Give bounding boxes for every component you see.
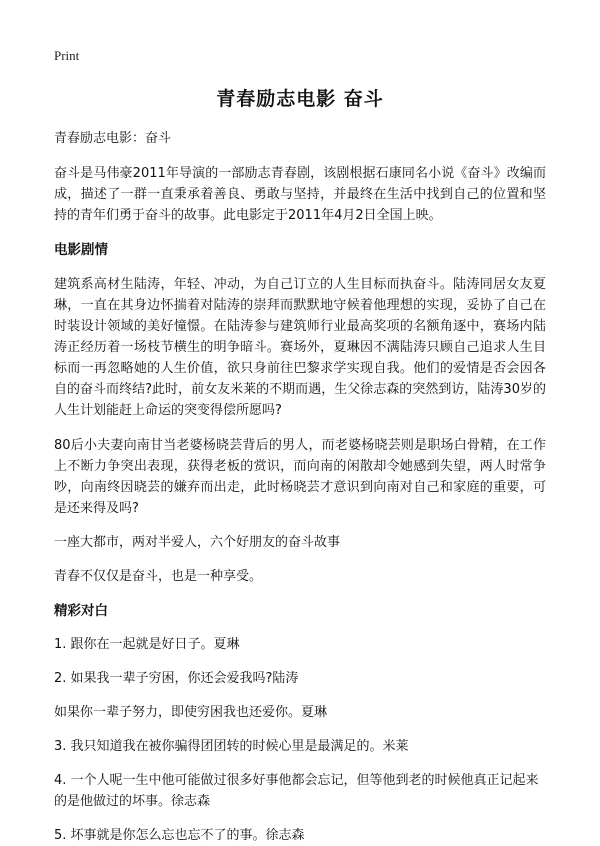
plot-paragraph: 青春不仅仅是奋斗，也是一种享受。: [54, 569, 263, 584]
dialogue-heading: 精彩对白: [54, 603, 108, 619]
plot-paragraph: 80后小夫妻向南甘当老婆杨晓芸背后的男人，而老婆杨晓芸则是职场白骨精，在工作上不断力争突出表现，获得老板的赏识，而向南的闲散却令她感到失望，两人时常争吵，向南终因晓芸的嫌弃而出走，此时杨晓芸才意识到向南对自己和家庭的重要，可是还来得及吗?: [54, 438, 546, 516]
intro-paragraph: 奋斗是马伟豪2011年导演的一部励志青春剧，该剧根据石康同名小说《奋斗》改编而成，描述了一群一直秉承着善良、勇敢与坚持，并最终在生活中找到自己的位置和坚持的青年们勇于奋斗的故事。此电影定于2011年4月2日全国上映。: [54, 166, 546, 223]
plot-heading: 电影剧情: [54, 242, 108, 258]
page-title: 青春励志电影 奋斗: [216, 88, 384, 110]
dialogue-line: 2. 如果我一辈子穷困，你还会爱我吗?陆涛: [54, 671, 299, 686]
plot-paragraph: 一座大都市，两对半爱人，六个好朋友的奋斗故事: [54, 535, 341, 550]
dialogue-line: 3. 我只知道我在被你骗得团团转的时候心里是最满足的。米莱: [54, 739, 409, 754]
dialogue-line: 1. 跟你在一起就是好日子。夏琳: [54, 637, 240, 652]
dialogue-line: 5. 坏事就是你怎么忘也忘不了的事。徐志森: [54, 828, 305, 843]
plot-paragraph: 建筑系高材生陆涛，年轻、冲动，为自己订立的人生目标而执奋斗。陆涛同居女友夏琳，一直在其身边怀揣着对陆涛的崇拜而默默地守候着他理想的实现，妥协了自己在时装设计领域的美好憧憬。在陆涛参与建筑师行业最高奖项的名额角逐中，赛场内陆涛正经历着一场枝节横生的明争暗斗。赛场外，夏琳因不满陆涛只顾自己追求人生目标而一再忽略她的人生价值，欲只身前往巴黎求学实现自我。他们的爱情是否会因各自的奋斗而终结?此时，前女友米莱的不期而遇，生父徐志森的突然到访，陆涛30岁的人生计划能赶上命运的突变得偿所愿吗?: [54, 277, 546, 418]
article-subtitle: 青春励志电影：奋斗: [54, 131, 172, 146]
print-link[interactable]: Print: [54, 48, 80, 63]
dialogue-list: [54, 634, 546, 846]
dialogue-line: 如果你一辈子努力，即使穷困我也还爱你。夏琳: [54, 705, 328, 720]
dialogue-line: 4. 一个人呢一生中他可能做过很多好事他都会忘记，但等他到老的时候他真正记起来的是他做过的坏事。徐志森: [54, 773, 539, 809]
